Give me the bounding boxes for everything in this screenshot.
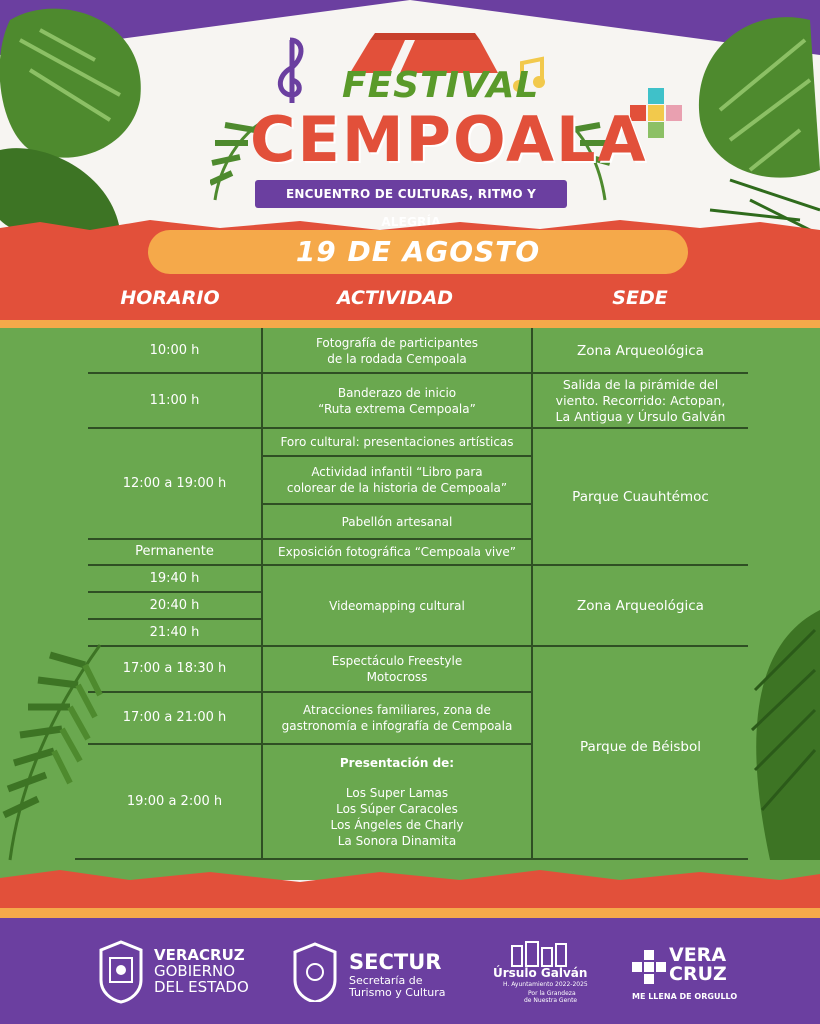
veracruz-brand-icon (632, 950, 666, 984)
activity-line: Atracciones familiares, zona de (303, 703, 491, 717)
column-header-actividad: ACTIVIDAD (336, 287, 454, 309)
event-date: 19 DE AGOSTO (148, 230, 688, 274)
time-cell: 17:00 a 18:30 h (122, 661, 227, 676)
veracruz-brand-line: VERA (669, 944, 727, 966)
performer: Los Ángeles de Charly (330, 817, 464, 832)
sectur-title: SECTUR (349, 950, 442, 974)
time-cell: 19:40 h (149, 570, 200, 586)
venue-line: Parque de Béisbol (580, 739, 701, 755)
ursulo-sub: H. Ayuntamiento 2022-2025 (503, 981, 588, 988)
ursulo-logo-icon (510, 940, 570, 968)
activity-line: Fotografía de participantes (315, 336, 479, 350)
festival-word: FESTIVAL (342, 65, 540, 106)
festival-subtitle: ENCUENTRO DE CULTURAS, RITMO Y ALEGRÍA (255, 180, 567, 208)
activity-cell (263, 566, 531, 645)
festival-title: CEMPOALA (250, 103, 648, 176)
activity-line: Motocross (366, 670, 428, 684)
activity-cell (263, 429, 531, 455)
activity-cell (263, 505, 531, 538)
activity-cell (263, 330, 531, 372)
activity-line: de la rodada Cempoala (327, 352, 467, 366)
presentation-title: Presentación de: (339, 755, 455, 770)
time-cell: 11:00 h (149, 392, 200, 408)
time-cell: 17:00 a 21:00 h (122, 710, 227, 725)
venue-line: Parque Cuauhtémoc (572, 488, 709, 505)
footer-orange-band (0, 908, 820, 918)
activity-line: colorear de la historia de Cempoala” (286, 481, 508, 495)
venue-cell (533, 566, 748, 645)
activity-line: “Ruta extrema Cempoala” (318, 401, 476, 416)
time-cell: 10:00 h (149, 343, 200, 358)
veracruz-gob-line: DEL ESTADO (154, 978, 249, 996)
venue-line: viento. Recorrido: Actopan, (555, 392, 726, 408)
treble-clef-icon (270, 35, 310, 105)
activity-cell (263, 647, 531, 691)
time-cell: Permanente (135, 544, 214, 559)
venue-cell (533, 429, 748, 564)
activity-cell (263, 374, 531, 427)
performer: Los Súper Caracoles (336, 801, 458, 816)
fern-leaf-left-icon (0, 625, 110, 865)
activity-line: Pabellón artesanal (341, 514, 453, 529)
activity-cell (263, 457, 531, 503)
monstera-leaf-left-icon (0, 0, 160, 250)
column-header-horario: HORARIO (120, 287, 220, 309)
activity-line: Espectáculo Freestyle (331, 654, 463, 668)
veracruz-gob-line: VERACRUZ (154, 946, 245, 964)
activity-line: gastronomía e infografía de Cempoala (281, 719, 513, 733)
monstera-leaf-right-icon (690, 10, 820, 240)
activity-line: Actividad infantil “Libro para (311, 465, 483, 479)
venue-line: Salida de la pirámide del (562, 376, 719, 392)
veracruz-brand-line: CRUZ (669, 963, 727, 985)
venue-line: La Antigua y Úrsulo Galván (555, 408, 726, 424)
venue-cell (533, 330, 748, 372)
activity-line: Exposición fotográfica “Cempoala vive” (278, 545, 516, 559)
venue-cell (533, 374, 748, 427)
row-divider (262, 858, 532, 860)
time-cell: 21:40 h (149, 624, 200, 640)
veracruz-shield-icon (96, 940, 146, 1004)
veracruz-gob-line: GOBIERNO (154, 962, 236, 980)
activity-cell (263, 693, 531, 743)
activity-line: Videomapping cultural (329, 598, 465, 613)
sectur-shield-icon (290, 942, 340, 1002)
ursulo-title: Úrsulo Galván (493, 966, 588, 980)
venue-cell (533, 647, 748, 847)
divider-band (0, 320, 820, 328)
time-cell: 12:00 a 19:00 h (122, 475, 227, 491)
activity-cell (263, 540, 531, 564)
activity-cell (263, 745, 531, 858)
performer: La Sonora Dinamita (337, 833, 457, 848)
sectur-sub: Turismo y Cultura (349, 986, 446, 999)
festival-logo (230, 25, 648, 229)
venue-line: Zona Arqueológica (577, 597, 704, 614)
venue-line: Zona Arqueológica (577, 343, 704, 359)
ursulo-tag: Por la Grandeza (528, 990, 576, 997)
performer: Los Super Lamas (345, 785, 449, 800)
sectur-sub: Secretaría de (349, 974, 423, 987)
time-cell: 19:00 a 2:00 h (126, 793, 223, 809)
row-divider (532, 858, 748, 860)
ursulo-tag: de Nuestra Gente (524, 997, 578, 1004)
activity-line: Banderazo de inicio (337, 385, 457, 400)
time-cell: 20:40 h (149, 597, 200, 613)
banana-leaf-right-icon (740, 600, 820, 870)
activity-line: Foro cultural: presentaciones artísticas (280, 435, 514, 449)
column-header-sede: SEDE (612, 287, 668, 309)
veracruz-tagline: ME LLENA DE ORGULLO (632, 992, 738, 1001)
